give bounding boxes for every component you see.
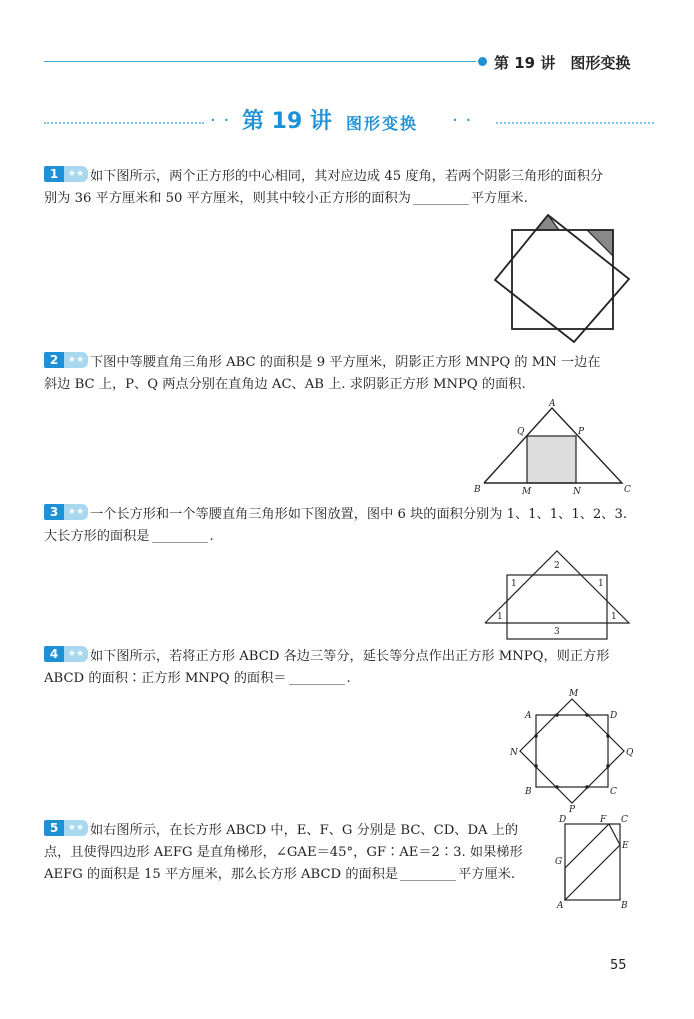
problem-2 (44, 352, 644, 396)
header-rule (44, 61, 476, 62)
shaded-triangle-large (587, 230, 613, 256)
figure-4-trisected-squares (505, 688, 635, 815)
shaded-triangle-small (536, 215, 559, 230)
problem-1-line-2: 别为 36 平方厘米和 50 平方厘米，则其中较小正方形的面积为 平方厘米. (44, 191, 528, 206)
label-b: B (621, 901, 628, 911)
problem-4-badge: 4 ★★ (44, 646, 88, 662)
label-e: E (622, 841, 629, 851)
header-dot (478, 57, 487, 66)
problem-4-line-2: ABCD 的面积∶正方形 MNPQ 的面积＝ . (44, 671, 351, 686)
label-n: N (573, 487, 581, 497)
trisection-points (534, 713, 610, 789)
answer-blank-5[interactable] (400, 880, 456, 881)
problem-1 (44, 166, 644, 210)
page-number: 55 (610, 958, 627, 973)
area-label-upper-right: 1 (598, 579, 604, 589)
problem-3-line-2: 大长方形的面积是 . (44, 529, 214, 544)
problem-5-line-1: 5 ★★ 如右图所示，在长方形 ABCD 中，E、F、G 分别是 BC、CD、DA 上的 (44, 820, 534, 842)
area-label-bottom: 3 (554, 627, 560, 637)
problem-5 (44, 820, 534, 886)
title-dots-left: · · (210, 110, 231, 131)
figure-1-rotated-squares (490, 210, 635, 345)
label-m: M (522, 487, 532, 497)
problem-5-line-2: 点，且使得四边形 AEFG 是直角梯形，∠GAE＝45°，GF∶AE＝2∶3. 如果梯形 (44, 845, 523, 860)
title-dash-left (44, 122, 204, 124)
problem-4-line-1: 4 ★★ 如下图所示，若将正方形 ABCD 各边三等分，延长等分点作出正方形 MNPQ，则正方形 (44, 646, 644, 668)
running-title: 第 19 讲 图形变换 (494, 54, 631, 72)
problem-2-badge: 2 ★★ (44, 352, 88, 368)
answer-blank-1[interactable] (413, 204, 469, 205)
label-q: Q (517, 427, 525, 437)
area-label-lower-right: 1 (611, 612, 617, 622)
problem-1-line-1: 1 ★★ 如下图所示，两个正方形的中心相同，其对应边成 45 度角，若两个阴影三角形的面积分 (44, 166, 644, 188)
problem-4 (44, 646, 644, 690)
label-a: A (549, 399, 556, 409)
label-q: Q (626, 748, 634, 758)
area-label-upper-left: 1 (511, 579, 517, 589)
label-p: P (569, 805, 576, 815)
label-a: A (525, 711, 532, 721)
label-c: C (621, 815, 628, 825)
problem-5-badge: 5 ★★ (44, 820, 88, 836)
problem-1-badge: 1 ★★ (44, 166, 88, 182)
label-b: B (525, 787, 532, 797)
label-n: N (510, 748, 518, 758)
problem-2-line-2: 斜边 BC 上，P、Q 两点分别在直角边 AC、AB 上. 求阴影正方形 MNPQ 的面积. (44, 377, 526, 392)
area-label-lower-left: 1 (497, 612, 503, 622)
problem-2-line-1: 2 ★★ 下图中等腰直角三角形 ABC 的面积是 9 平方厘米，阴影正方形 MNPQ 的 MN 一边在 (44, 352, 644, 374)
answer-blank-4[interactable] (289, 684, 345, 685)
area-label-top: 2 (554, 561, 560, 571)
figure-5-rectangle-trapezoid (550, 814, 635, 912)
figure-2-triangle-square (470, 396, 635, 501)
label-b: B (474, 485, 481, 495)
trapezoid-aefg (565, 824, 620, 900)
label-f: F (600, 815, 607, 825)
label-a: A (557, 901, 564, 911)
problem-5-line-3: AEFG 的面积是 15 平方厘米，那么长方形 ABCD 的面积是 平方厘米. (44, 867, 516, 882)
label-d: D (559, 815, 567, 825)
running-header (44, 52, 654, 72)
chapter-number: 第 19 讲 (242, 109, 332, 134)
chapter-title (44, 104, 654, 140)
label-g: G (555, 857, 563, 867)
label-c: C (624, 485, 631, 495)
figure-3-rectangle-triangle (482, 546, 632, 641)
title-dash-right (496, 122, 654, 124)
label-m: M (569, 689, 579, 699)
square-abcd (536, 715, 608, 787)
problem-3-badge: 3 ★★ (44, 504, 88, 520)
label-d: D (610, 711, 618, 721)
rectangle-abcd (565, 824, 620, 900)
shaded-square-mnpq (527, 436, 576, 483)
chapter-subtitle: 图形变换 (346, 114, 419, 133)
label-p: P (578, 427, 585, 437)
problem-3-line-1: 3 ★★ 一个长方形和一个等腰直角三角形如下图放置，图中 6 块的面积分别为 1、1、1、1、2、3. (44, 504, 644, 526)
problem-3 (44, 504, 644, 548)
label-c: C (610, 787, 617, 797)
title-dots-right: · · (452, 110, 473, 131)
answer-blank-3[interactable] (152, 542, 208, 543)
